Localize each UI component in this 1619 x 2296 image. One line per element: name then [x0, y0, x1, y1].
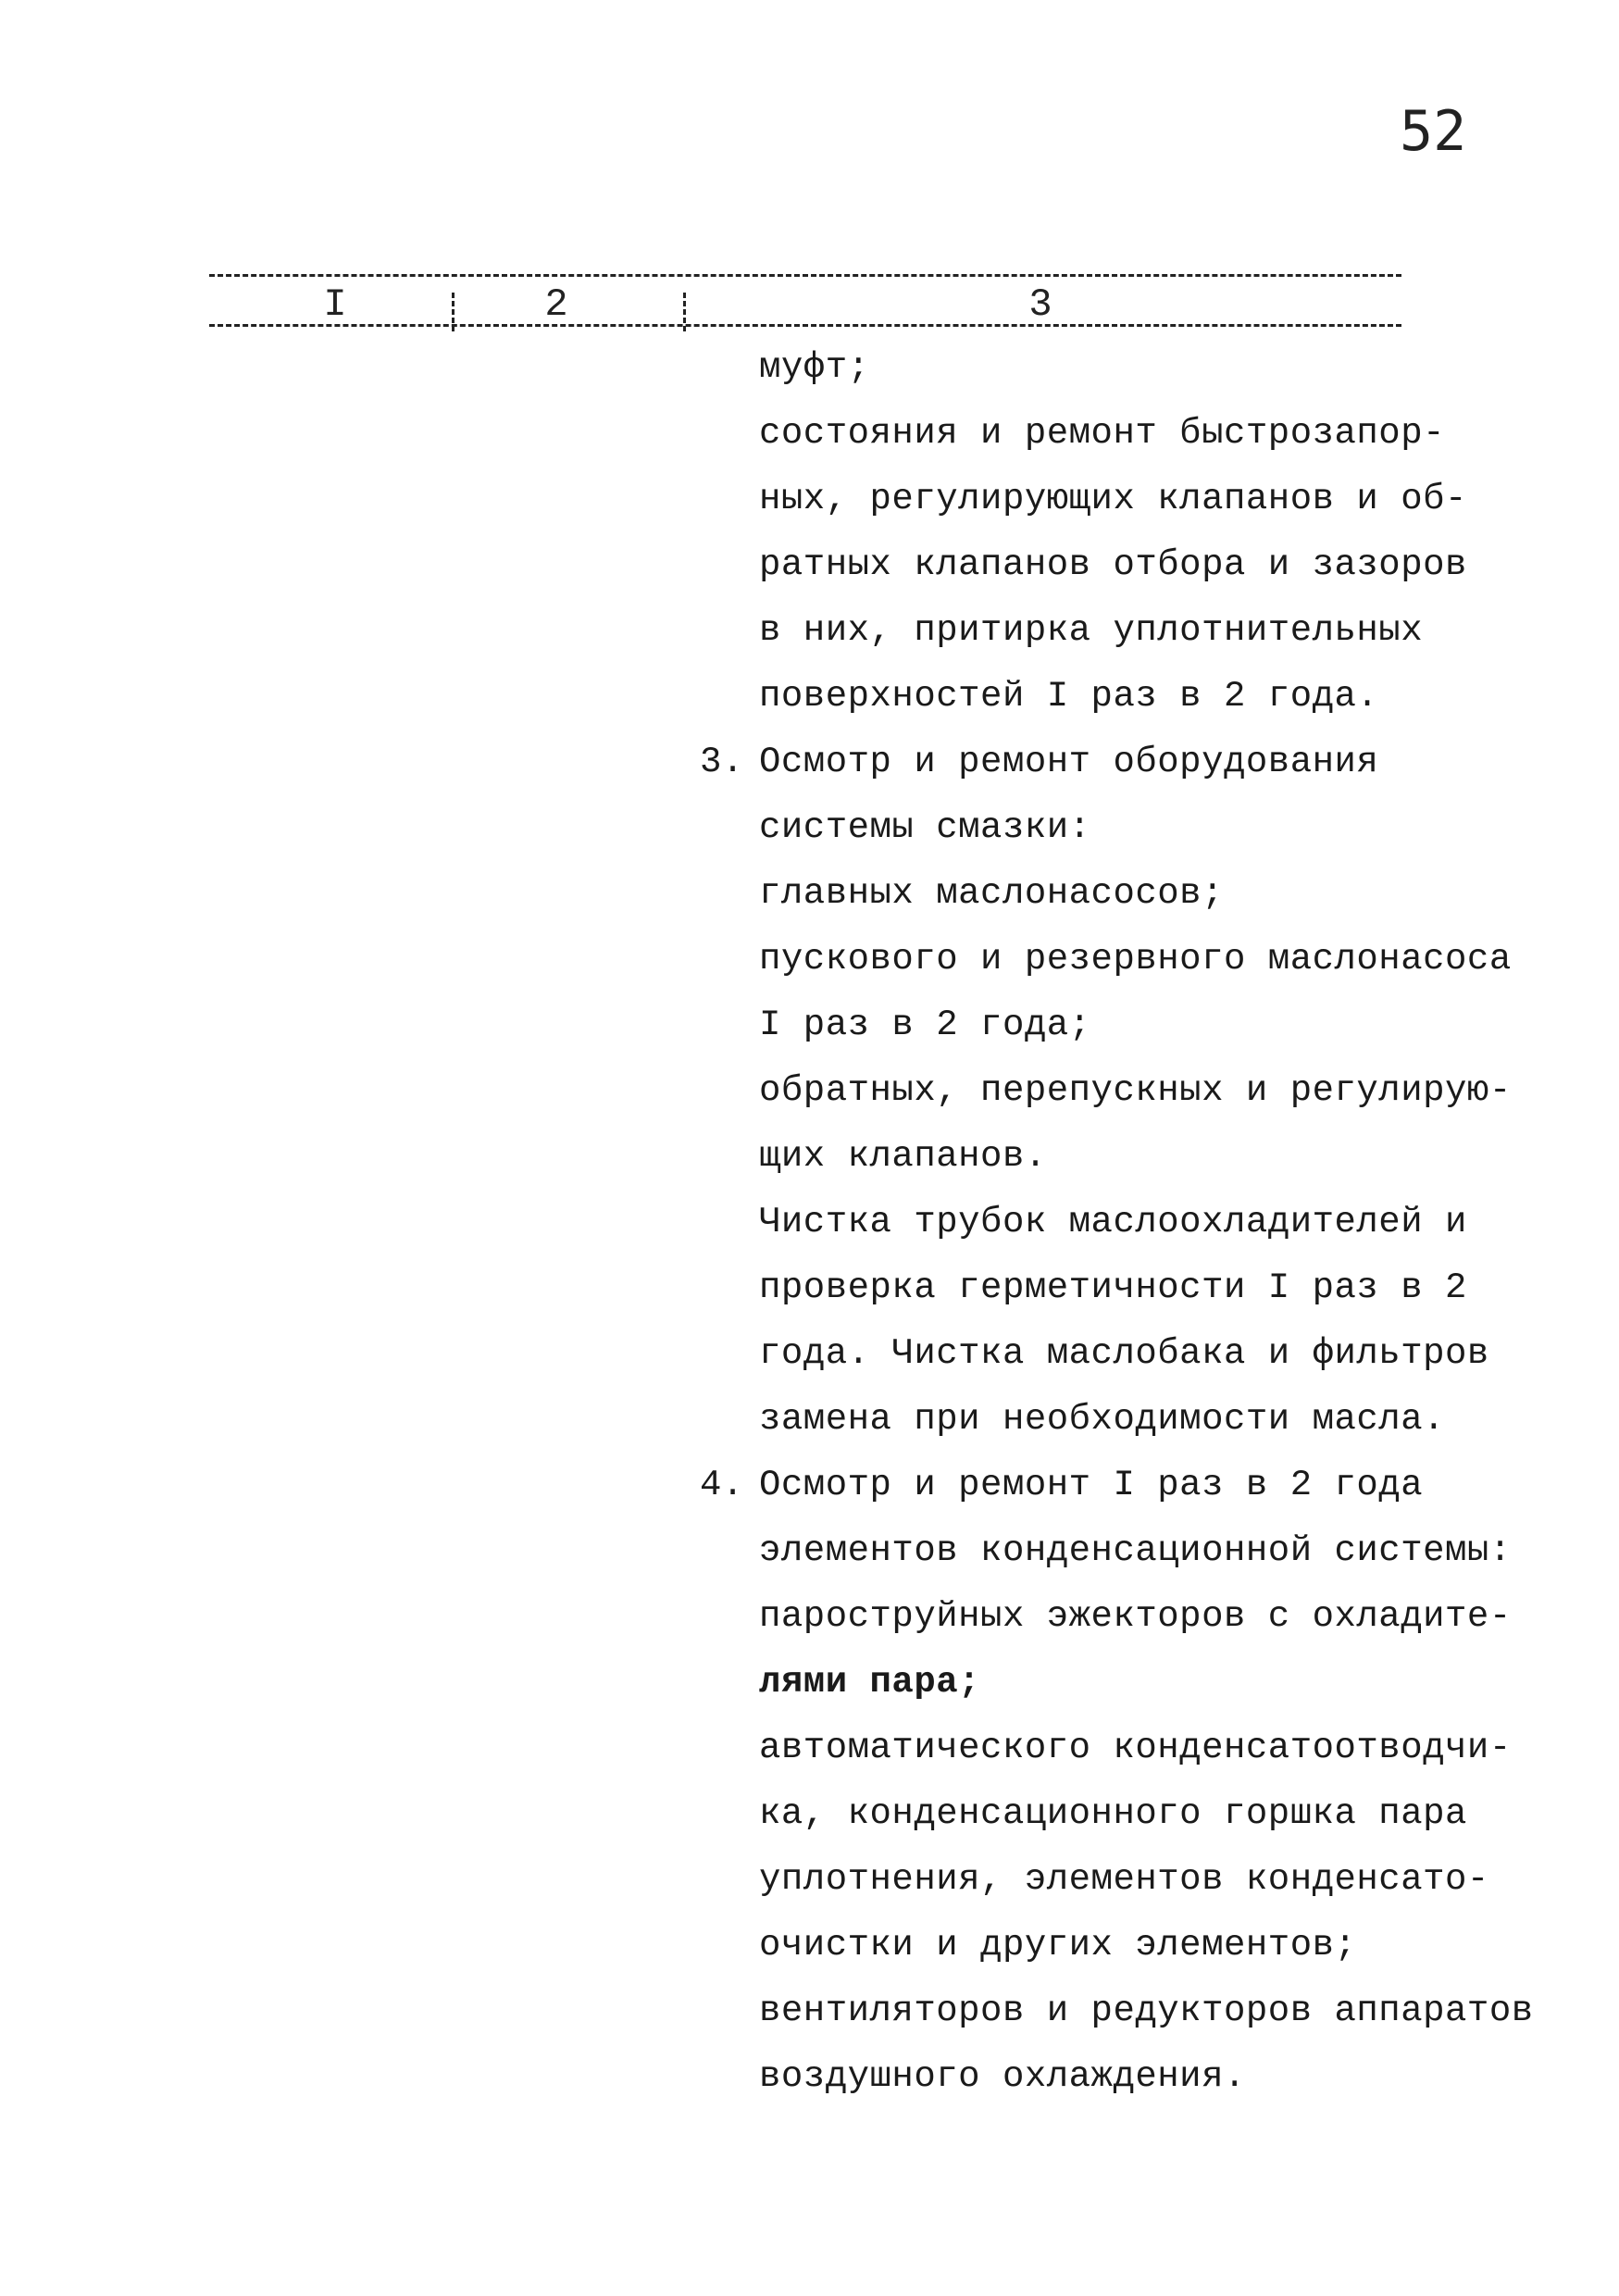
text-line [689, 927, 1512, 992]
text-line [689, 1584, 1512, 1650]
line-text: состояния и ремонт быстрозапор- [759, 413, 1446, 454]
text-line [689, 598, 1503, 664]
text-line [689, 1453, 1503, 1518]
item-number: 3. [700, 742, 744, 782]
column-3-content [689, 335, 1534, 2110]
line-text: ратных клапанов отбора и зазоров [759, 544, 1467, 585]
text-line [689, 1124, 1503, 1190]
line-text: I раз в 2 года; [759, 1004, 1091, 1045]
line-text: воздушного охлаждения. [759, 2056, 1246, 2097]
text-line [689, 1716, 1512, 1781]
line-text: замена при необходимости масла. [759, 1399, 1446, 1440]
text-line [689, 1321, 1503, 1387]
text-line [689, 1387, 1503, 1453]
text-line [689, 1913, 1503, 1978]
line-text: лями пара; [759, 1662, 981, 1703]
table-header [209, 265, 1401, 339]
text-line [689, 992, 1503, 1058]
line-text: уплотнения, элементов конденсато- [759, 1859, 1489, 1900]
text-line [689, 1058, 1512, 1124]
line-text: в них, притирка уплотнительных [759, 610, 1424, 651]
text-line [689, 1190, 1503, 1255]
line-text: системы смазки: [759, 807, 1091, 848]
line-text: поверхностей I раз в 2 года. [759, 676, 1379, 717]
text-line [689, 1781, 1503, 1847]
line-text: вентиляторов и редукторов аппаратов [759, 1990, 1534, 2031]
column-number-3: 3 [1028, 282, 1052, 327]
line-text: проверка герметичности I раз в 2 [759, 1267, 1467, 1308]
line-text: главных маслонасосов; [759, 873, 1224, 914]
text-line [689, 1978, 1534, 2044]
column-number-2: 2 [544, 282, 568, 327]
text-line [689, 1650, 1503, 1716]
line-text: Осмотр и ремонт I раз в 2 года [759, 1465, 1424, 1505]
text-line [689, 532, 1503, 598]
line-text: автоматического конденсатоотводчи- [759, 1728, 1512, 1768]
column-number-1: I [323, 282, 347, 327]
line-text: муфт; [759, 347, 870, 388]
line-text: обратных, перепускных и регулирую- [759, 1070, 1512, 1111]
page-number: 52 [1400, 99, 1467, 164]
line-text: ных, регулирующих клапанов и об- [759, 479, 1467, 519]
line-text: очистки и других элементов; [759, 1925, 1357, 1965]
line-text: пускового и резервного маслонасоса [759, 939, 1512, 980]
text-line [689, 664, 1503, 730]
header-rule-bottom [209, 324, 1401, 327]
text-line [689, 1518, 1512, 1584]
line-text: пароструйных эжекторов с охладите- [759, 1596, 1512, 1637]
line-text: элементов конденсационной системы: [759, 1530, 1512, 1571]
text-line [689, 467, 1503, 532]
text-line [689, 795, 1503, 861]
text-line [689, 335, 1503, 401]
text-line [689, 401, 1503, 467]
text-line [689, 730, 1503, 795]
text-line [689, 2044, 1503, 2110]
line-text: Чистка трубок маслоохладителей и [759, 1202, 1467, 1242]
line-text: щих клапанов. [759, 1136, 1047, 1177]
line-text: ка, конденсационного горшка пара [759, 1793, 1467, 1834]
item-number: 4. [700, 1465, 744, 1505]
text-line [689, 1847, 1503, 1913]
line-text: года. Чистка маслобака и фильтров [759, 1333, 1489, 1374]
text-line [689, 1255, 1503, 1321]
text-line [689, 861, 1503, 927]
line-text: Осмотр и ремонт оборудования [759, 742, 1379, 782]
header-rule-top [209, 274, 1401, 277]
